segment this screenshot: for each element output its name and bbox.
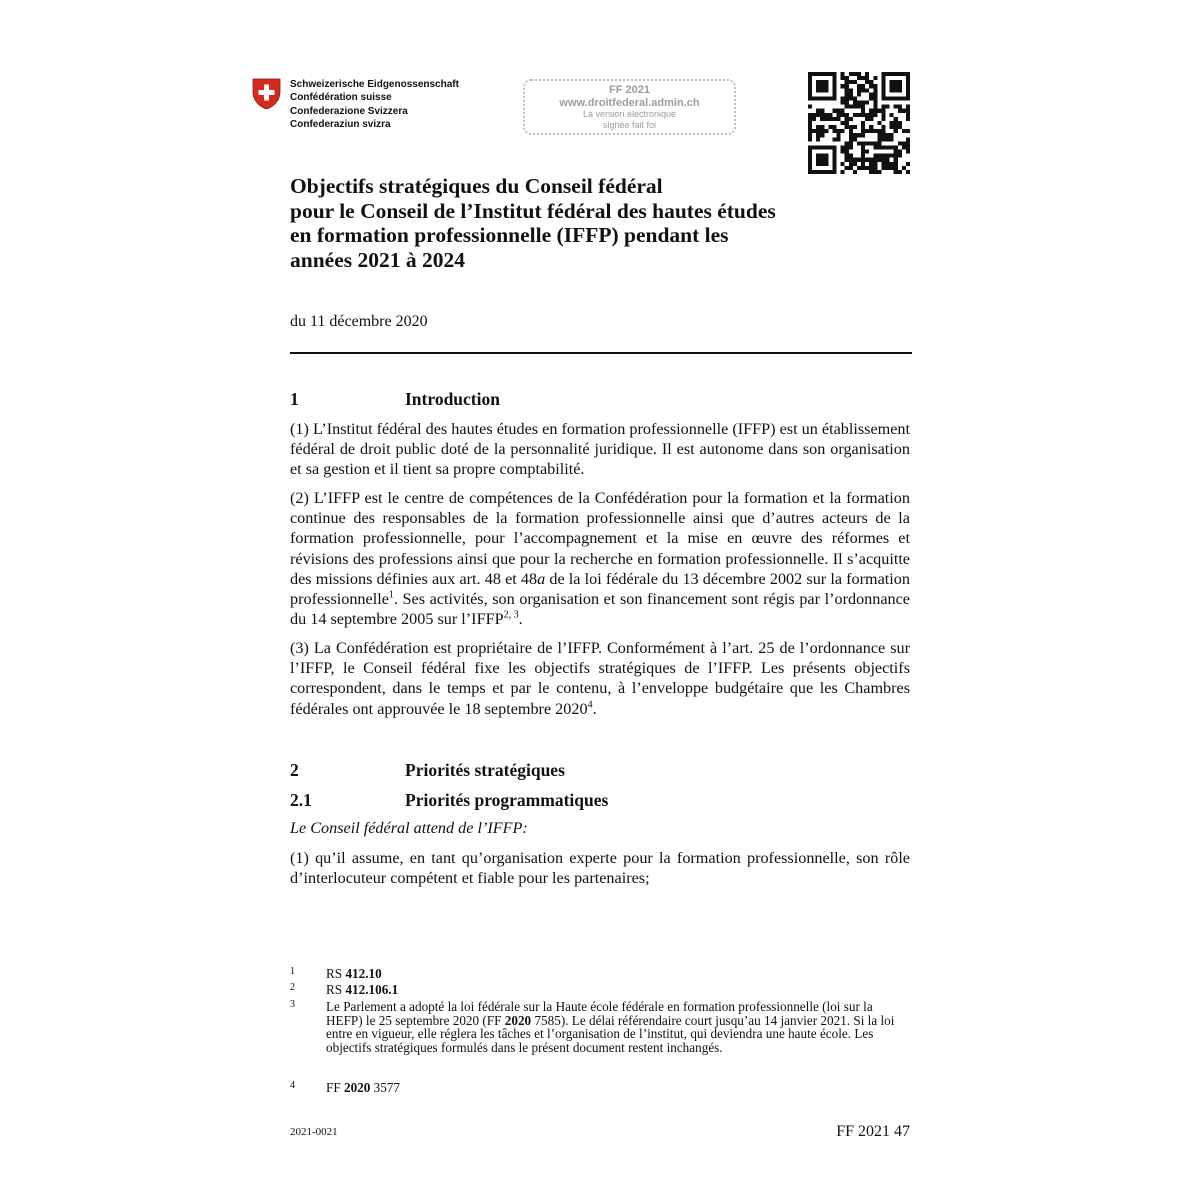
- document-number: 2021-0021: [290, 1126, 338, 1138]
- footnote-text: [326, 1081, 908, 1095]
- administration-name-block: [290, 78, 459, 131]
- footnote-number: 2: [290, 982, 295, 993]
- section-number: 2: [290, 760, 299, 780]
- section-number: 1: [290, 389, 299, 409]
- admin-line-it: Confederazione Svizzera: [290, 105, 408, 117]
- title-line-1: Objectifs stratégiques du Conseil fédéral: [290, 174, 663, 198]
- title-line-3: en formation professionnelle (IFFP) pendant les: [290, 223, 729, 247]
- page-reference: FF 2021 47: [836, 1123, 910, 1140]
- paragraph-2-text-a: (2) L’IFFP est le centre de compétences de la Confédération pour la formation et la formation continue des responsables de la formation professionnelle ainsi que d’autres acteurs de la formation professionnelle, pour l’accompagnement et la mise en œuvre des réformes et révisions des professions ainsi que pour la recherche en formation professionnelle. Il s’acquitte des missions définies aux art. 48 et 48: [290, 489, 910, 588]
- paragraph-2: [290, 488, 910, 629]
- paragraph-3-text: (3) La Confédération est propriétaire de l’IFFP. Conformément à l’art. 25 de l’ordonnance sur l’IFFP, le Conseil fédéral fixe les objectifs stratégiques de l’IFFP. Les présents objectifs correspondent, dans le temps et par le contenu, à l’enveloppe budgétaire que les Chambres fédérales ont approuvée le 18 septembre 2020: [290, 639, 910, 718]
- section-2-intro: Le Conseil fédéral attend de l’IFFP:: [290, 819, 528, 837]
- footnote-ref-1[interactable]: 1: [388, 589, 394, 601]
- paragraph-2-text-b: de la loi fédérale du 13 décembre 2002 sur la formation professionnelle: [290, 569, 910, 609]
- qr-code-icon: [808, 72, 910, 174]
- stamp-line-ff: FF 2021: [609, 84, 650, 96]
- paragraph-2-text-c: . Ses activités, son organisation et son financement sont régis par l’ordonnance du 14 septembre 2005 sur l’IFFP: [290, 590, 910, 629]
- footnote-text-post: 7585). Le délai référendaire court jusqu’au 14 janvier 2021. Si la loi entre en vigueur, elle réglera les tâches et l’organisation de l’institut, qui deviendra une haute école. Les objectifs stratégiques formulés dans le présent document restent inchangés.: [326, 1012, 895, 1055]
- footnote-text: [326, 1000, 908, 1054]
- footnote-text-pre: RS: [326, 966, 346, 981]
- section-title: Introduction: [405, 389, 500, 409]
- paragraph-3: [290, 638, 910, 719]
- title-divider: [290, 352, 912, 354]
- admin-line-fr: Confédération suisse: [290, 92, 392, 104]
- paragraph-2-text-d: .: [518, 610, 523, 629]
- stamp-line-url: www.droitfederal.admin.ch: [559, 96, 700, 109]
- section-2-item-1: (1) qu’il assume, en tant qu’organisation experte pour la formation professionnelle, son rôle d’interlocuteur compétent et fiable pour les partenaires;: [290, 849, 910, 888]
- document-title: [290, 174, 930, 272]
- footnote-text-bold: 412.106.1: [345, 982, 399, 997]
- footnote-number: 1: [290, 966, 295, 977]
- footnote-text-bold: 2020: [343, 1080, 371, 1095]
- footnote-number: 3: [290, 999, 295, 1010]
- footnote-text: [326, 983, 908, 997]
- stamp-line-version: La version électronique: [582, 109, 677, 119]
- admin-line-de: Schweizerische Eidgenossenschaft: [290, 79, 459, 90]
- footnote-text-post: 3577: [370, 1080, 401, 1095]
- footnote-ref-4[interactable]: 4: [587, 699, 593, 711]
- stamp-line-signed: signée fait foi: [602, 120, 657, 130]
- admin-line-rm: Confederaziun svizra: [290, 118, 391, 130]
- footnote-text: [326, 967, 908, 981]
- document-date: du 11 décembre 2020: [290, 313, 428, 330]
- footnote-number: 4: [290, 1080, 295, 1091]
- title-line-2: pour le Conseil de l’Institut fédéral des hautes études: [290, 198, 776, 223]
- swiss-coat-of-arms-icon: [252, 78, 281, 110]
- footnote-text-pre: Le Parlement a adopté la loi fédérale sur la Haute école fédérale en formation professionnelle (loi sur la HEFP) le 25 septembre 2020 (FF: [326, 999, 873, 1028]
- footnote-text-pre: FF: [326, 1080, 344, 1095]
- footnote-ref-2-3[interactable]: 2, 3: [503, 609, 519, 621]
- electronic-version-stamp: [523, 79, 736, 135]
- footnote-text-pre: RS: [326, 982, 346, 997]
- footnote-text-bold: 2020: [504, 1012, 532, 1028]
- subsection-title: Priorités programmatiques: [405, 790, 609, 810]
- section-title: Priorités stratégiques: [405, 760, 565, 780]
- title-line-4: années 2021 à 2024: [290, 247, 465, 272]
- subsection-number: 2.1: [290, 790, 312, 810]
- paragraph-2-italic: a: [537, 569, 546, 588]
- paragraph-3-end: .: [592, 699, 597, 718]
- paragraph-1: (1) L’Institut fédéral des hautes études en formation professionnelle (IFFP) est un établissement fédéral de droit public doté de la personnalité juridique. Il est autonome dans son organisation et sa gestion et il tient sa propre comptabilité.: [290, 420, 910, 479]
- footnote-text-bold: 412.10: [345, 966, 382, 981]
